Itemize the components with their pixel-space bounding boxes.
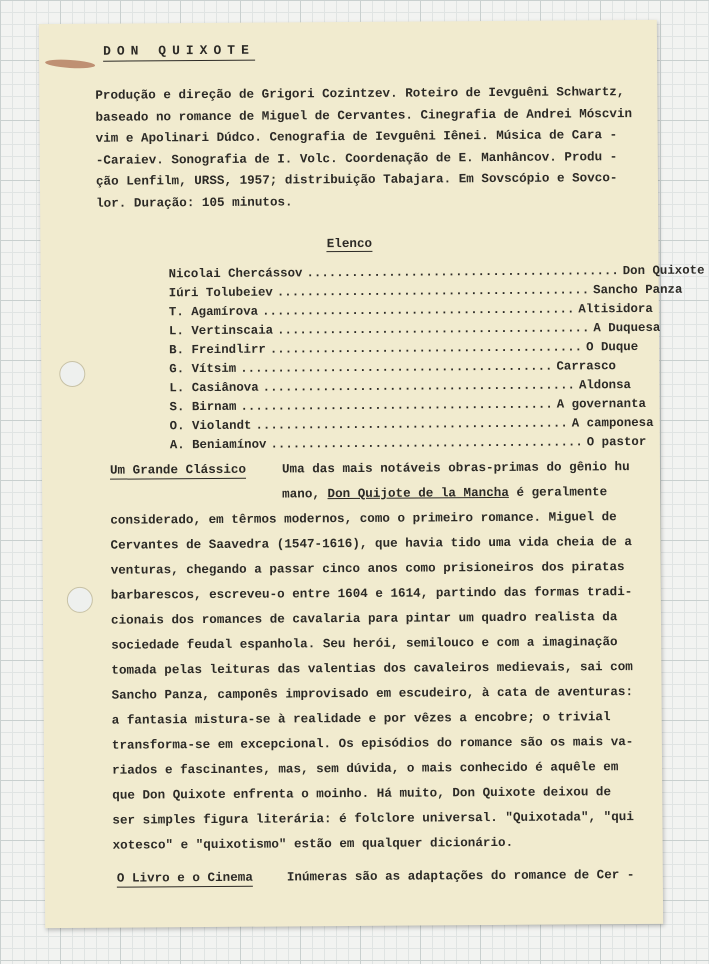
body-line: mano, Don Quijote de la Mancha é geralmente [282, 485, 608, 502]
cast-actor: L. Vertinscaia [168, 323, 274, 339]
cast-actor: T. Agamírova [168, 304, 259, 320]
cast-role: Carrasco [556, 359, 617, 374]
cast-row [169, 339, 639, 358]
dot-leader: .......................................... [240, 359, 553, 376]
dot-leader: .......................................... [262, 302, 575, 319]
section-heading-classic: Um Grande Clássico [109, 462, 247, 478]
cast-row [169, 415, 654, 434]
cast-role: A Duquesa [593, 320, 661, 336]
cast-role: A camponesa [571, 415, 654, 431]
body-line: tomada pelas leituras das valentias dos cavaleiros medievais, sai com [111, 660, 633, 678]
cast-actor: S. Birnam [169, 399, 237, 415]
body-line: sociedade feudal espanhola. Seu herói, semilouco e com a imaginação [111, 635, 618, 653]
credits-line: baseado no romance de Miguel de Cervantes. Cinegrafia de Andrei Móscvin [95, 106, 633, 125]
punch-hole-top [59, 361, 85, 387]
dot-leader: .......................................... [240, 397, 553, 414]
section-heading-cinema: O Livro e o Cinema [116, 870, 253, 886]
cast-actor: L. Casiânova [169, 380, 259, 396]
body-line: barbarescos, escreveu-o entre 1604 e 1614, partindo das formas tradi- [110, 585, 633, 603]
cast-row [169, 359, 617, 377]
cast-actor: A. Beniamínov [169, 437, 267, 453]
cast-row [168, 301, 653, 320]
cast-actor: Nicolai Chercássov [168, 266, 303, 282]
document-title: DON QUIXOTE [103, 43, 255, 62]
body-line: Inúmeras são as adaptações do romance de Cer - [286, 868, 635, 885]
body-line: venturas, chegando a passar cinco anos como prisioneiros dos piratas [110, 560, 625, 578]
cast-row [169, 378, 632, 396]
cast-actor: B. Freindlirr [169, 342, 266, 358]
body-line: ser simples figura literária: é folclore universal. "Quixotada", "qui [112, 810, 634, 828]
body-line: a fantasia mistura-se à realidade e por vêzes a encobre; o trivial [111, 710, 611, 728]
credits-line: vim e Apolinari Dúdco. Cenografia de Ievguêni Iênei. Música de Cara - [95, 128, 618, 146]
body-line: xotesco" e "quixotismo" estão em qualquer dicionário. [112, 835, 514, 853]
credits-line: lor. Duração: 105 minutos. [96, 194, 293, 211]
cast-row [168, 263, 705, 282]
cast-heading: Elenco [326, 236, 373, 252]
dot-leader: .......................................... [255, 416, 568, 433]
cast-actor: O. Violandt [169, 418, 252, 434]
book-title: Don Quijote de la Mancha [327, 485, 509, 502]
credits-line: ção Lenfilm, URSS, 1957; distribuição Tabajara. Em Sovscópio e Sovco- [95, 171, 618, 189]
body-line: cionais dos romances de cavalaria para pintar um quadro realista da [110, 610, 618, 628]
credits-paragraph [95, 82, 632, 215]
body-line: considerado, em têrmos modernos, como o primeiro romance. Miguel de [110, 510, 617, 528]
cast-role: A governanta [556, 396, 647, 412]
body-line: Cervantes de Saavedra (1547-1616), que havia tido uma vida cheia de a [110, 535, 632, 553]
cast-role: Altisidora [578, 301, 653, 317]
body-line: transforma-se em excepcional. Os episódios do romance são os mais va- [111, 735, 634, 753]
rust-stain [45, 58, 95, 69]
dot-leader: .......................................... [276, 283, 590, 300]
cast-row [169, 396, 647, 415]
cast-role: Sancho Panza [593, 282, 683, 298]
body-line: que Don Quixote enfrenta o moinho. Há muito, Don Quixote deixou de [112, 785, 612, 803]
cast-role: Don Quixote [622, 263, 705, 279]
body-line: riados e fascinantes, mas, sem dúvida, o mais conhecido é aquêle em [112, 760, 619, 778]
dot-leader: .......................................... [262, 378, 575, 395]
body-line: Sancho Panza, camponês improvisado em escudeiro, à cata de aventuras: [111, 685, 634, 703]
dot-leader: .......................................... [306, 264, 619, 281]
dot-leader: .......................................... [270, 435, 583, 452]
cast-actor: Iúri Tolubeiev [168, 285, 273, 301]
punch-hole-bottom [67, 587, 93, 613]
dot-leader: .......................................... [269, 340, 583, 357]
document-sheet [39, 20, 705, 928]
cast-role: O Duque [586, 339, 639, 355]
cast-row [168, 282, 683, 301]
cast-role: Aldonsa [578, 378, 632, 393]
cast-row [168, 320, 661, 339]
cast-row [169, 434, 647, 453]
cast-actor: G. Vítsim [169, 361, 237, 377]
body-line: Uma das mais notáveis obras-primas do gênio hu [281, 460, 630, 477]
credits-line: Produção e direção de Grigori Cozintzev. Roteiro de Ievguêni Schwartz, [95, 85, 625, 103]
cast-role: O pastor [586, 434, 647, 450]
dot-leader: .......................................... [277, 321, 590, 338]
credits-line: -Caraiev. Sonografia de I. Volc. Coordenação de E. Manhâncov. Produ - [95, 149, 618, 168]
